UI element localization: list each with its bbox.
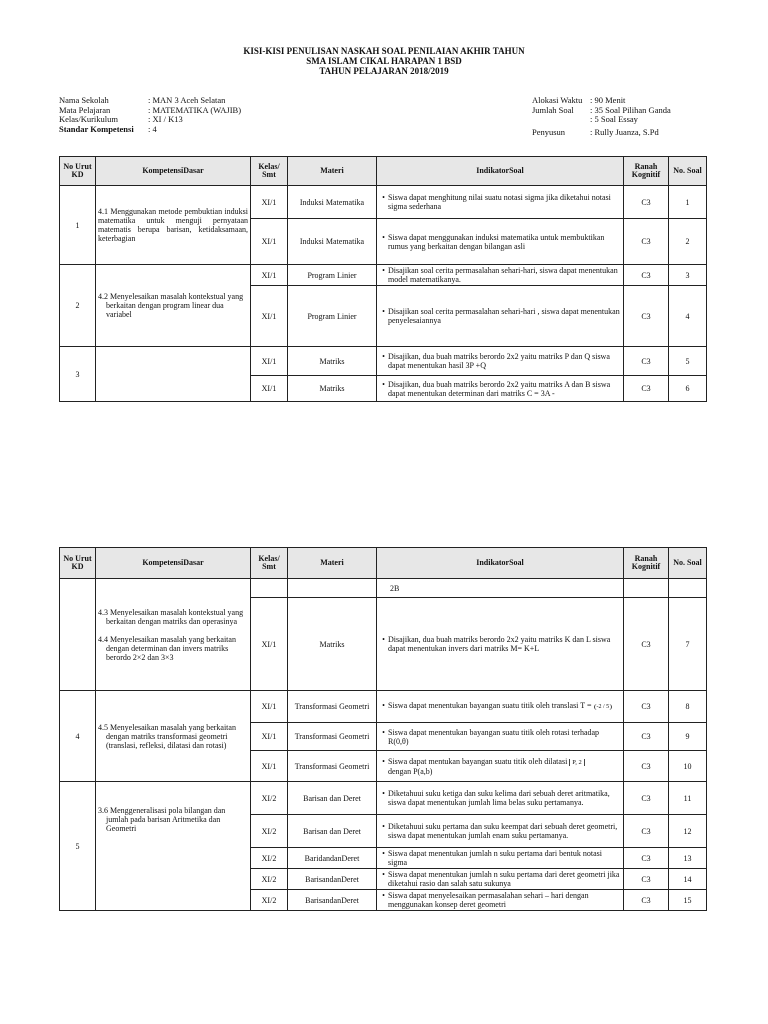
ranah-cell: C3 bbox=[624, 848, 669, 869]
no-soal-cell: 14 bbox=[669, 869, 707, 890]
bullet: • bbox=[382, 193, 385, 202]
no-soal-cell: 12 bbox=[669, 815, 707, 848]
kelas-cell: XI/1 bbox=[251, 265, 288, 286]
kisi-table-1 bbox=[59, 156, 707, 402]
table-row bbox=[60, 579, 707, 598]
no-soal-cell: 5 bbox=[669, 347, 707, 376]
ranah-cell: C3 bbox=[624, 219, 669, 265]
bullet: • bbox=[382, 727, 385, 737]
materi-cell: Transformasi Geometri bbox=[288, 723, 377, 751]
kelas-cell: XI/2 bbox=[251, 869, 288, 890]
info-left bbox=[59, 96, 241, 134]
materi-cell: Transformasi Geometri bbox=[288, 751, 377, 782]
col-kd: KompetensiDasar bbox=[96, 548, 251, 579]
indikator-cell bbox=[377, 848, 624, 869]
col-kelas: Kelas/ Smt bbox=[251, 548, 288, 579]
materi-cell: BarisandanDeret bbox=[288, 890, 377, 911]
materi-cell: Matriks bbox=[288, 347, 377, 376]
kelas-cell: XI/2 bbox=[251, 782, 288, 815]
ranah-cell: C3 bbox=[624, 286, 669, 347]
bullet: • bbox=[382, 701, 385, 710]
no-soal-cell: 15 bbox=[669, 890, 707, 911]
info-value: : MAN 3 Aceh Selatan bbox=[148, 95, 226, 105]
kelas-cell: XI/1 bbox=[251, 186, 288, 219]
ranah-cell: C3 bbox=[624, 691, 669, 723]
indikator-text: dengan P(a,b) bbox=[388, 766, 433, 776]
kd-text-content: 4.2 Menyelesaikan masalah kontekstual yang berkaitan dengan program linear dua variabel bbox=[98, 292, 244, 319]
kd-text bbox=[96, 782, 251, 911]
indikator-text: Disajikan, dua buah matriks berordo 2x2 yaitu matriks P dan Q siswa dapat menentukan hasil 3P +Q bbox=[388, 352, 610, 370]
kelas-cell: XI/2 bbox=[251, 815, 288, 848]
kelas-cell: XI/1 bbox=[251, 598, 288, 691]
col-materi: Materi bbox=[288, 548, 377, 579]
materi-cell: Induksi Matematika bbox=[288, 186, 377, 219]
kelas-cell: XI/2 bbox=[251, 890, 288, 911]
materi-cell: Matriks bbox=[288, 376, 377, 402]
kd-text bbox=[96, 691, 251, 782]
info-label: Kelas/Kurikulum bbox=[59, 114, 119, 124]
indikator-text: Siswa dapat menentukan bayangan suatu titik oleh translasi T = bbox=[388, 701, 592, 710]
kd-text: 4.1 Menggunakan metode pembuktian induksi matematika untuk menguji pernyataan matematis berupa barisan, ketidaksamaan, keterbagian bbox=[96, 186, 251, 265]
kd-number: 3 bbox=[60, 347, 96, 402]
info-label: Nama Sekolah bbox=[59, 95, 109, 105]
kelas-cell: XI/1 bbox=[251, 751, 288, 782]
kd-text bbox=[96, 265, 251, 347]
info-label bbox=[532, 115, 590, 125]
indikator-cell bbox=[377, 869, 624, 890]
ranah-cell: C3 bbox=[624, 751, 669, 782]
info-value: : 4 bbox=[148, 123, 157, 134]
bullet: • bbox=[382, 870, 385, 879]
bullet: • bbox=[382, 266, 385, 275]
no-soal-cell: 10 bbox=[669, 751, 707, 782]
materi-cell: BarisandanDeret bbox=[288, 869, 377, 890]
bullet: • bbox=[382, 635, 385, 644]
kd-number: 4 bbox=[60, 691, 96, 782]
indikator-text: Siswa dapat menentukan jumlah n suku pertama dari deret geometri jika diketahui rasio dan salah satu sukunya bbox=[388, 870, 620, 888]
indikator-text: Siswa dapat menggunakan induksi matematika untuk membuktikan rumus yang berkaitan dengan bilangan asli bbox=[388, 232, 605, 251]
indikator-cell bbox=[377, 347, 624, 376]
kd-text bbox=[96, 579, 251, 691]
indikator-cell bbox=[377, 890, 624, 911]
kelas-cell: XI/1 bbox=[251, 376, 288, 402]
col-kd: KompetensiDasar bbox=[96, 157, 251, 186]
bullet: • bbox=[382, 307, 385, 316]
indikator-text: Disajikan soal cerita permasalahan sehari-hari , siswa dapat menentukan penyelesaiannya bbox=[388, 307, 620, 325]
indikator-cell bbox=[377, 186, 624, 219]
ranah-cell: C3 bbox=[624, 890, 669, 911]
indikator-cell bbox=[377, 723, 624, 751]
col-no-urut: No Urut KD bbox=[60, 548, 96, 579]
ranah-cell: C3 bbox=[624, 347, 669, 376]
kelas-cell: XI/1 bbox=[251, 723, 288, 751]
indikator-cell bbox=[377, 691, 624, 723]
kd-text-content: 4.4 Menyelesaikan masalah yang berkaitan dengan determinan dan invers matriks berordo 2×2 dan 3×3 bbox=[98, 634, 236, 662]
materi-cell: Matriks bbox=[288, 598, 377, 691]
indikator-cell bbox=[377, 751, 624, 782]
translation-vector: -2 / 5 bbox=[594, 704, 613, 710]
kd-text-content: 3.6 Menggeneralisasi pola bilangan dan jumlah pada barisan Aritmetika dan Geometri bbox=[98, 806, 226, 833]
bullet: • bbox=[382, 756, 385, 766]
no-soal-cell: 8 bbox=[669, 691, 707, 723]
ranah-cell: C3 bbox=[624, 869, 669, 890]
no-soal-cell: 13 bbox=[669, 848, 707, 869]
kd-text-content: 4.5 Menyelesaikan masalah yang berkaitan dengan matriks transformasi geometri (translasi, refleksi, dilatasi dan rotasi) bbox=[98, 722, 236, 750]
info-label: Mata Pelajaran bbox=[59, 104, 111, 115]
kd-number: 5 bbox=[60, 782, 96, 911]
materi-cell: Barisan dan Deret bbox=[288, 782, 377, 815]
no-soal-cell bbox=[669, 579, 707, 598]
indikator-cell bbox=[377, 598, 624, 691]
col-indikator: IndikatorSoal bbox=[377, 548, 624, 579]
indikator-text: Disajikan, dua buah matriks berordo 2x2 yaitu matriks K dan L siswa dapat menentukan invers dari matriks M= K+L bbox=[388, 635, 611, 653]
kelas-cell: XI/1 bbox=[251, 286, 288, 347]
bullet: • bbox=[382, 789, 385, 798]
bullet: • bbox=[382, 849, 385, 858]
info-value: : XI / K13 bbox=[148, 114, 183, 124]
no-soal-cell: 6 bbox=[669, 376, 707, 402]
col-materi: Materi bbox=[288, 157, 377, 186]
kd-number: 2 bbox=[60, 265, 96, 347]
kd-text-content: 4.3 Menyelesaikan masalah kontekstual yang berkaitan dengan matriks dan operasinya bbox=[98, 607, 244, 626]
kelas-cell bbox=[251, 579, 288, 598]
no-soal-cell: 2 bbox=[669, 219, 707, 265]
info-label: Standar Kompetensi bbox=[59, 123, 134, 134]
indikator-cell bbox=[377, 219, 624, 265]
materi-cell: Barisan dan Deret bbox=[288, 815, 377, 848]
info-label: Alokasi Waktu bbox=[532, 95, 583, 105]
indikator-cell bbox=[377, 376, 624, 402]
no-soal-cell: 1 bbox=[669, 186, 707, 219]
info-value: : 5 Soal Essay bbox=[590, 114, 638, 124]
indikator-text: Disajikan, dua buah matriks berordo 2x2 yaitu matriks A dan B siswa dapat menentukan determinan dari matriks C = 3A - bbox=[388, 379, 611, 398]
no-soal-cell: 4 bbox=[669, 286, 707, 347]
indikator-text: Siswa dapat menentukan bayangan suatu titik oleh rotasi terhadap R(0,θ) bbox=[388, 727, 600, 746]
kelas-cell: XI/1 bbox=[251, 219, 288, 265]
kd-number bbox=[60, 579, 96, 691]
col-ranah: Ranah Kognitif bbox=[624, 157, 669, 186]
info-label: Jumlah Soal bbox=[532, 104, 574, 115]
indikator-text: Siswa dapat menghitung nilai suatu notasi sigma jika diketahui notasi sigma sederhana bbox=[388, 193, 611, 211]
no-soal-cell: 9 bbox=[669, 723, 707, 751]
ranah-cell: C3 bbox=[624, 376, 669, 402]
col-no-soal: No. Soal bbox=[669, 548, 707, 579]
bullet: • bbox=[382, 352, 385, 361]
col-kelas: Kelas/ Smt bbox=[251, 157, 288, 186]
materi-cell: Program Linier bbox=[288, 286, 377, 347]
table-row bbox=[60, 782, 707, 815]
indikator-text: Diketahuui suku ketiga dan suku kelima dari sebuah deret aritmatika, siswa dapat menentukan jumlah lima belas suku pertamanya. bbox=[388, 789, 610, 807]
info-value: : MATEMATIKA (WAJIB) bbox=[148, 104, 242, 115]
indikator-text: Diketahuui suku pertama dan suku keempat dari sebuah deret geometri, siswa dapat menentukan jumlah enam suku pertamanya. bbox=[388, 822, 618, 840]
indikator-text: 2B bbox=[390, 583, 400, 593]
school-name: SMA ISLAM CIKAL HARAPAN 1 BSD bbox=[306, 56, 462, 66]
table-row bbox=[60, 347, 707, 376]
info-value: : Rully Juanza, S.Pd bbox=[590, 126, 659, 137]
kelas-cell: XI/1 bbox=[251, 347, 288, 376]
ranah-cell: C3 bbox=[624, 265, 669, 286]
indikator-text: Siswa dapat menyelesaikan permasalahan sehari – hari dengan menggunakan konsep deret geometri bbox=[388, 891, 589, 909]
no-soal-cell: 11 bbox=[669, 782, 707, 815]
indikator-cell bbox=[377, 579, 624, 598]
info-label: Penyusun bbox=[532, 126, 566, 137]
col-indikator: IndikatorSoal bbox=[377, 157, 624, 186]
kd-number: 1 bbox=[60, 186, 96, 265]
col-ranah: Ranah Kognitif bbox=[624, 548, 669, 579]
col-no-soal: No. Soal bbox=[669, 157, 707, 186]
kelas-cell: XI/1 bbox=[251, 691, 288, 723]
ranah-cell: C3 bbox=[624, 598, 669, 691]
table-row bbox=[60, 265, 707, 286]
indikator-cell bbox=[377, 815, 624, 848]
kisi-table-2 bbox=[59, 547, 707, 911]
indikator-text: Disajikan soal cerita permasalahan sehari-hari, siswa dapat menentukan model matematikanya. bbox=[388, 266, 618, 284]
academic-year: TAHUN PELAJARAN 2018/2019 bbox=[319, 66, 449, 76]
table-row bbox=[60, 186, 707, 219]
no-soal-cell: 7 bbox=[669, 598, 707, 691]
bullet: • bbox=[382, 232, 385, 242]
ranah-cell bbox=[624, 579, 669, 598]
materi-cell: Program Linier bbox=[288, 265, 377, 286]
indikator-text: Siswa dapat mentukan bayangan suatu titik oleh dilatasi bbox=[388, 756, 568, 766]
ranah-cell: C3 bbox=[624, 782, 669, 815]
materi-cell: BaridandanDeret bbox=[288, 848, 377, 869]
info-right bbox=[532, 96, 671, 137]
ranah-cell: C3 bbox=[624, 186, 669, 219]
table-row bbox=[60, 691, 707, 723]
doc-title: KISI-KISI PENULISAN NASKAH SOAL PENILAIAN AKHIR TAHUN bbox=[243, 46, 525, 56]
kelas-cell: XI/2 bbox=[251, 848, 288, 869]
indikator-cell bbox=[377, 286, 624, 347]
info-value: : 35 Soal Pilihan Ganda bbox=[590, 104, 671, 115]
indikator-cell bbox=[377, 265, 624, 286]
bullet: • bbox=[382, 891, 385, 900]
ranah-cell: C3 bbox=[624, 723, 669, 751]
materi-cell bbox=[288, 579, 377, 598]
info-value: : 90 Menit bbox=[590, 95, 626, 105]
col-no-urut: No Urut KD bbox=[60, 157, 96, 186]
ranah-cell: C3 bbox=[624, 815, 669, 848]
bullet: • bbox=[382, 822, 385, 831]
materi-cell: Transformasi Geometri bbox=[288, 691, 377, 723]
kd-text bbox=[96, 347, 251, 402]
materi-cell: Induksi Matematika bbox=[288, 219, 377, 265]
bullet: • bbox=[382, 379, 385, 389]
indikator-text: Siswa dapat menentukan jumlah n suku pertama dari bentuk notasi sigma bbox=[388, 849, 602, 867]
dilation-matrix: P, 2 bbox=[569, 759, 584, 766]
indikator-cell bbox=[377, 782, 624, 815]
no-soal-cell: 3 bbox=[669, 265, 707, 286]
